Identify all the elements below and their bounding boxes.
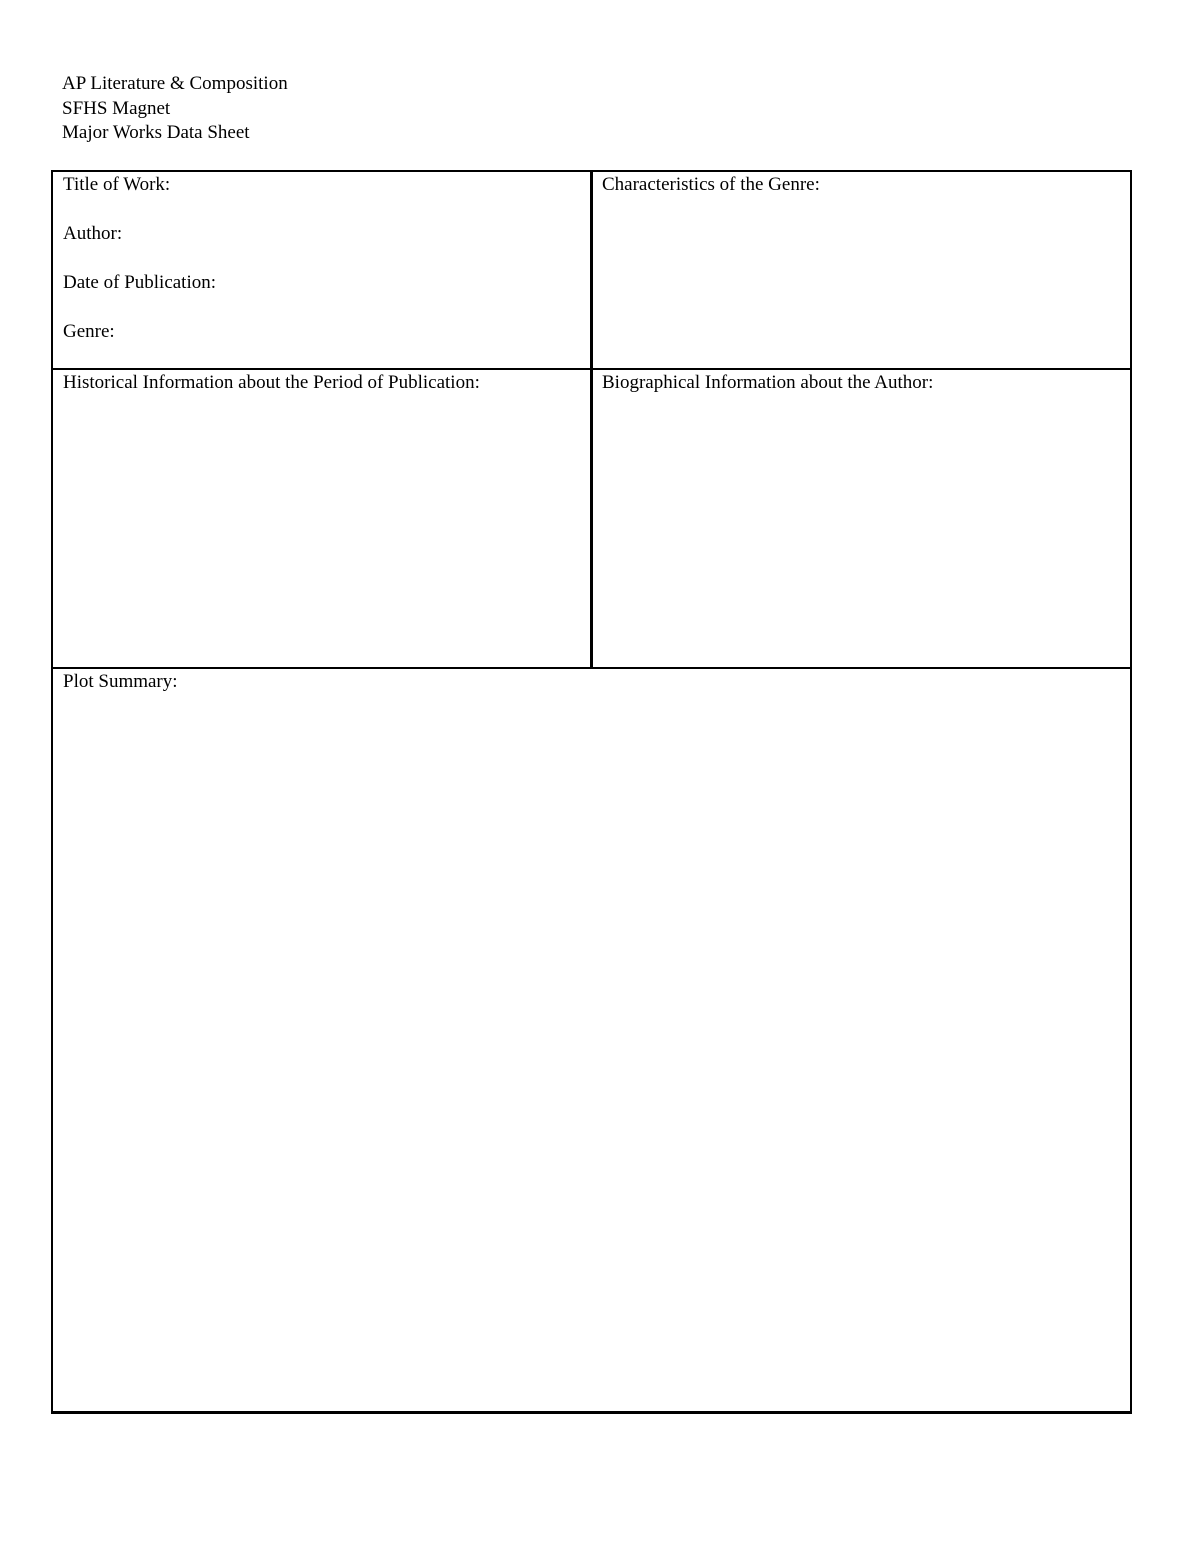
plot-summary-cell[interactable] — [53, 669, 1130, 1411]
historical-info-cell[interactable] — [53, 370, 590, 667]
characteristics-label: Characteristics of the Genre: — [602, 174, 820, 195]
plot-summary-label: Plot Summary: — [63, 671, 178, 692]
biographical-label: Biographical Information about the Author: — [602, 372, 934, 393]
historical-label: Historical Information about the Period of Publication: — [63, 372, 480, 393]
table-right-border — [1130, 170, 1132, 1414]
work-info-cell[interactable] — [53, 172, 590, 368]
table-bottom-border — [51, 1411, 1132, 1414]
page-header — [62, 72, 288, 146]
sheet-title: Major Works Data Sheet — [62, 122, 250, 143]
title-of-work-label: Title of Work: — [63, 174, 171, 195]
author-label: Author: — [63, 223, 123, 244]
course-name: AP Literature & Composition — [62, 73, 288, 94]
genre-label: Genre: — [63, 321, 115, 342]
genre-characteristics-cell[interactable] — [593, 172, 1130, 368]
date-of-publication-label: Date of Publication: — [63, 272, 217, 293]
biographical-info-cell[interactable] — [593, 370, 1130, 667]
school-name: SFHS Magnet — [62, 97, 171, 119]
